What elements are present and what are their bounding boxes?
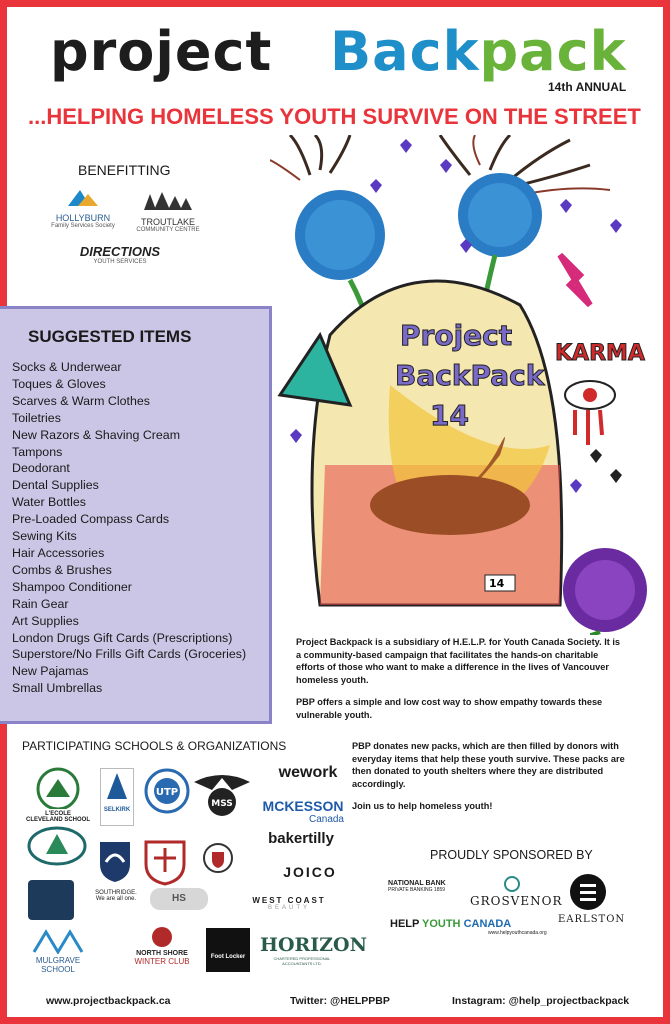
directions-logo [70, 244, 170, 265]
crest-logo [140, 836, 190, 886]
troutlake-name: TROUTLAKE [140, 217, 195, 227]
national-bank-logo [388, 880, 460, 893]
annual-label: 14th ANNUAL [548, 80, 627, 94]
participating-label: PARTICIPATING SCHOOLS & ORGANIZATIONS [22, 739, 287, 753]
footer-instagram[interactable]: Instagram: @help_projectbackpack [452, 995, 630, 1007]
school-crest-logo [26, 826, 88, 870]
list-item: Water Bottles [12, 495, 86, 510]
trees-icon [138, 190, 198, 212]
wework-logo: wework [278, 764, 338, 781]
national-bank-name: NATIONAL BANK [388, 880, 446, 887]
hair-strands [290, 135, 590, 185]
cleveland-name: L'ECOLE CLEVELAND SCHOOL [26, 811, 91, 823]
earlston-name: EARLSTON [558, 914, 626, 925]
westcoast-sub: BEAUTY [267, 905, 310, 911]
hollyburn-name: HOLLYBURN [55, 213, 111, 223]
suggested-items-panel [0, 306, 272, 724]
southridge-name: SOUTHRIDGE. [95, 890, 137, 896]
troutlake-sub: COMMUNITY CENTRE [136, 227, 200, 233]
mulgrave-sub: SCHOOL [41, 965, 75, 974]
list-item: New Pajamas [12, 664, 89, 679]
list-item: Hair Accessories [12, 545, 105, 560]
list-item: Tampons [12, 444, 63, 459]
title-back: Back [330, 20, 480, 83]
footer-twitter[interactable]: Twitter: @HELPPBP [290, 995, 390, 1007]
list-item: London Drugs Gift Cards (Prescriptions) [12, 630, 233, 645]
troutlake-logo [128, 190, 208, 233]
utp-name: UTP [155, 787, 179, 798]
horizon-logo [260, 934, 367, 966]
description-p4: Join us to help homeless youth! [352, 801, 493, 812]
directions-sub: YOUTH SERVICES [93, 259, 147, 265]
list-item: Socks & Underwear [12, 360, 122, 374]
footer-website[interactable]: www.projectbackpack.ca [46, 995, 171, 1007]
national-bank-sub: PRIVATE BANKING 1859 [388, 887, 446, 893]
help-youth-canada-logo [390, 918, 550, 936]
hs-logo: HS [150, 888, 208, 910]
sponsored-label: PROUDLY SPONSORED BY [430, 848, 593, 862]
shield-logo [96, 838, 134, 884]
suggested-items-list [12, 359, 246, 697]
hollyburn-logo [38, 186, 128, 229]
bag-text-line1: Project [400, 319, 513, 352]
list-item: Deodorant [12, 461, 70, 476]
help-url: www.helpyouthcanada.org [488, 930, 547, 936]
list-item: Shampoo Conditioner [12, 579, 132, 594]
cleveland-logo [26, 765, 90, 825]
list-item: Rain Gear [12, 596, 69, 611]
help-word: HELP [390, 918, 420, 930]
school-logo-dark [28, 880, 74, 920]
list-item: New Razors & Shaving Cream [12, 427, 181, 442]
mountain-icon [66, 186, 100, 208]
nswc-name: NORTH SHORE [136, 950, 188, 957]
bag-text-line2: BackPack [395, 359, 545, 392]
list-item: Toques & Gloves [12, 376, 106, 391]
canada-word: CANADA [463, 918, 512, 930]
list-item: Small Umbrellas [12, 681, 103, 696]
mulgrave-name: MULGRAVE [35, 956, 81, 965]
description-2 [352, 740, 642, 823]
earlston-logo [558, 872, 626, 925]
utp-logo [144, 768, 190, 818]
small-crest-logo [202, 842, 234, 874]
list-item: Scarves & Warm Clothes [12, 393, 150, 408]
horizon-sub: CHARTERED PROFESSIONAL ACCOUNTANTS LTD. [273, 956, 331, 966]
grosvenor-logo [470, 876, 563, 908]
footlocker-logo: Foot Locker [206, 928, 250, 972]
grosvenor-name: GROSVENOR [470, 894, 563, 908]
directions-name: DIRECTIONS [79, 244, 161, 259]
description-p1: Project Backpack is a subsidiary of H.E.L.P. for Youth Canada Society. It is a community-based campaign that facilitates the hands-on charitable efforts of those who want to make a difference in the lives of Vancouver homeless youth. [296, 637, 621, 685]
list-item: Combs & Brushes [12, 562, 112, 577]
title-pack: pack [479, 20, 627, 83]
list-item: Art Supplies [12, 613, 79, 628]
backpack-artwork [270, 135, 650, 635]
list-item: Toiletries [12, 410, 61, 425]
westcoast-name: WEST COAST [252, 896, 326, 905]
mss-logo [192, 768, 252, 826]
bag-text-line3: 14 [430, 399, 469, 432]
mckesson-sub: Canada [308, 814, 344, 825]
nswc-logo [128, 926, 196, 966]
list-item: Pre-Loaded Compass Cards [12, 512, 170, 527]
list-item: Dental Supplies [12, 478, 99, 493]
hollyburn-sub: Family Services Society [51, 223, 115, 229]
description-p2: PBP offers a simple and low cost way to show empathy towards these vulnerable youth. [296, 697, 603, 720]
description [296, 636, 626, 732]
tagline: ...HELPING HOMELESS YOUTH SURVIVE ON THE STREET [28, 104, 641, 129]
selkirk-logo [100, 768, 134, 826]
suggested-items-title: SUGGESTED ITEMS [28, 327, 192, 346]
mulgrave-logo [28, 926, 88, 974]
selkirk-name: SELKIRK [103, 807, 131, 813]
list-item: Sewing Kits [12, 529, 77, 544]
list-item: Superstore/No Frills Gift Cards (Groceries) [12, 647, 247, 662]
title-project: project [50, 20, 273, 83]
mckesson-logo [262, 798, 344, 825]
mckesson-name: MCKESSON [262, 798, 344, 814]
southridge-sub: We are all one. [95, 896, 137, 902]
youth-word: YOUTH [422, 918, 461, 930]
karma-text: KARMA [555, 341, 645, 366]
joico-logo: JOICO [283, 864, 337, 880]
description-p3: PBP donates new packs, which are then filled by donors with everyday items that help these youth survive. These packs are then donated to youth shelters where they are distributed accordingly. [352, 741, 625, 789]
nswc-sub: WINTER CLUB [134, 957, 190, 966]
southridge-logo [88, 890, 144, 902]
horizon-name: HORIZON [260, 934, 367, 956]
benefitting-label: BENEFITTING [78, 162, 171, 178]
bag-tag: 14 [489, 577, 505, 590]
mss-name: MSS [211, 799, 233, 809]
westcoast-logo [236, 896, 342, 911]
bakertilly-logo: bakertilly [268, 830, 334, 847]
title-backpack [330, 20, 627, 83]
